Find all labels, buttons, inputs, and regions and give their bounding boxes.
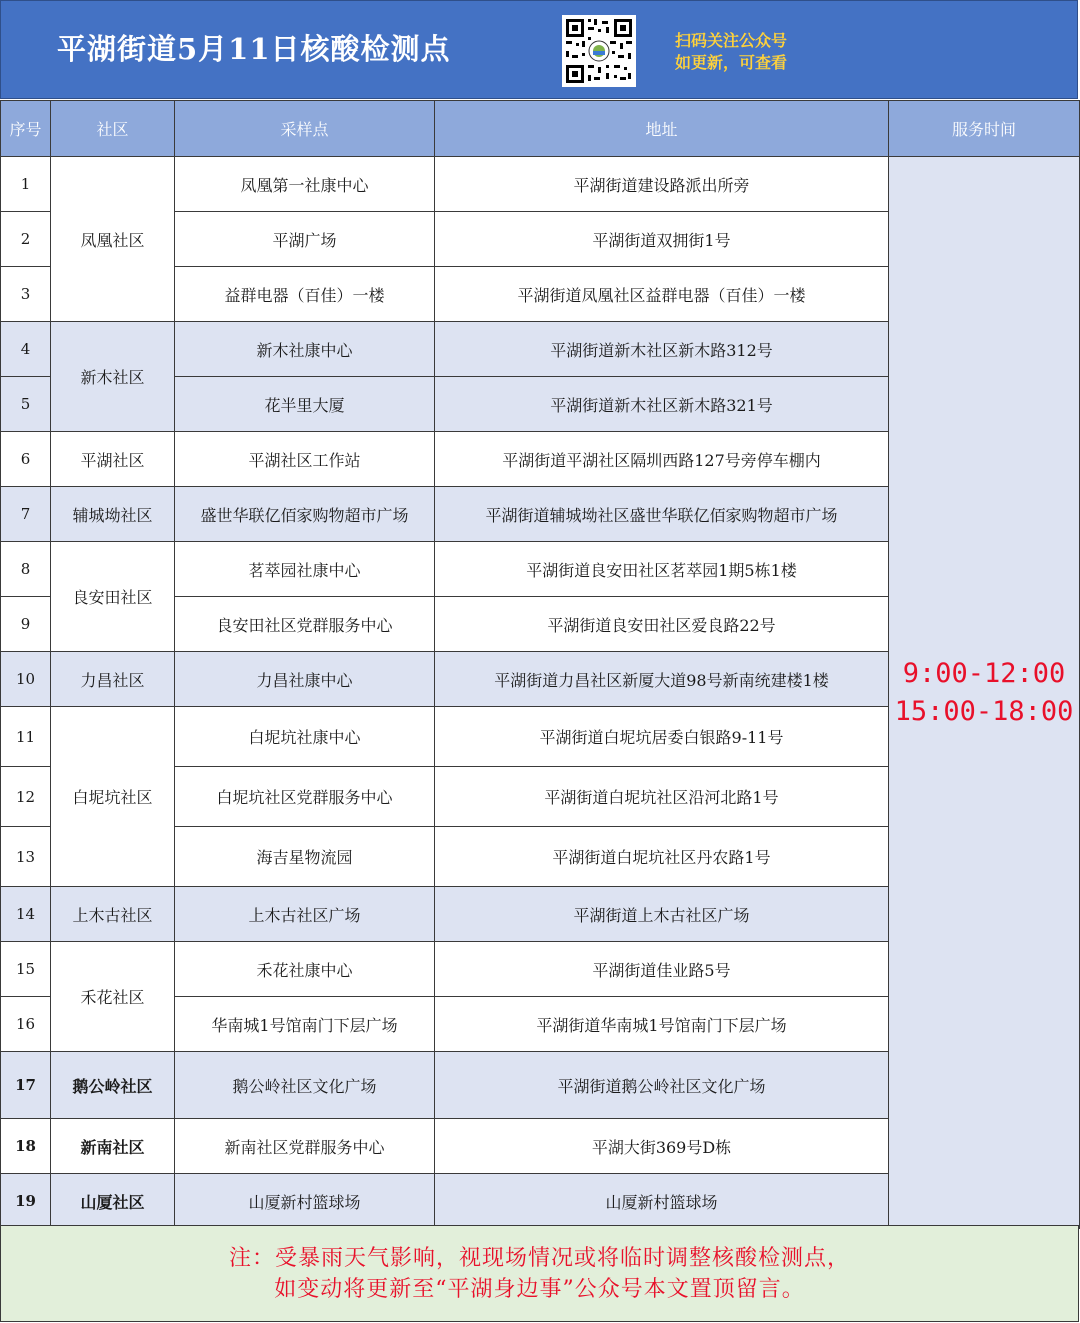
- column-header-service-time: 服务时间: [889, 101, 1080, 157]
- site-cell: 新南社区党群服务中心: [175, 1119, 435, 1174]
- address-cell: 平湖大街369号D栋: [435, 1119, 889, 1174]
- site-cell: 白坭坑社区党群服务中心: [175, 767, 435, 827]
- community-cell: 山厦社区: [51, 1174, 175, 1229]
- row-number: 5: [1, 377, 51, 432]
- community-cell: 新木社区: [51, 322, 175, 432]
- table-header-row: [1, 101, 1080, 157]
- site-cell: 平湖广场: [175, 212, 435, 267]
- site-cell: 力昌社康中心: [175, 652, 435, 707]
- row-number: 15: [1, 942, 51, 997]
- community-cell: 平湖社区: [51, 432, 175, 487]
- address-cell: 平湖街道华南城1号馆南门下层广场: [435, 997, 889, 1052]
- follow-line-2: 如更新，可查看: [675, 53, 788, 72]
- site-cell: 凤凰第一社康中心: [175, 157, 435, 212]
- community-cell: 鹅公岭社区: [51, 1052, 175, 1119]
- community-cell: 白坭坑社区: [51, 707, 175, 887]
- address-cell: 平湖街道新木社区新木路321号: [435, 377, 889, 432]
- address-cell: 平湖街道上木古社区广场: [435, 887, 889, 942]
- testing-sites-table: [0, 100, 1080, 1229]
- row-number: 4: [1, 322, 51, 377]
- site-cell: 新木社康中心: [175, 322, 435, 377]
- service-time-morning: 9:00-12:00: [902, 657, 1066, 689]
- qr-code-icon[interactable]: [562, 15, 636, 87]
- column-header-no: 序号: [1, 101, 51, 157]
- address-cell: 平湖街道建设路派出所旁: [435, 157, 889, 212]
- address-cell: 平湖街道鹅公岭社区文化广场: [435, 1052, 889, 1119]
- row-number: 19: [1, 1174, 51, 1229]
- site-cell: 益群电器（百佳）一楼: [175, 267, 435, 322]
- row-number: 2: [1, 212, 51, 267]
- site-cell: 上木古社区广场: [175, 887, 435, 942]
- site-cell: 山厦新村篮球场: [175, 1174, 435, 1229]
- site-cell: 盛世华联亿佰家购物超市广场: [175, 487, 435, 542]
- site-cell: 平湖社区工作站: [175, 432, 435, 487]
- row-number: 14: [1, 887, 51, 942]
- row-number: 8: [1, 542, 51, 597]
- address-cell: 平湖街道力昌社区新厦大道98号新南统建楼1楼: [435, 652, 889, 707]
- community-cell: 禾花社区: [51, 942, 175, 1052]
- row-number: 11: [1, 707, 51, 767]
- row-number: 18: [1, 1119, 51, 1174]
- community-cell: 良安田社区: [51, 542, 175, 652]
- address-cell: 平湖街道平湖社区隔圳西路127号旁停车棚内: [435, 432, 889, 487]
- row-number: 7: [1, 487, 51, 542]
- row-number: 17: [1, 1052, 51, 1119]
- row-number: 13: [1, 827, 51, 887]
- address-cell: 平湖街道新木社区新木路312号: [435, 322, 889, 377]
- follow-line-1: 扫码关注公众号: [675, 31, 788, 50]
- notice-line-2: 如变动将更新至“平湖身边事”公众号本文置顶留言。: [274, 1277, 805, 1302]
- address-cell: 平湖街道佳业路5号: [435, 942, 889, 997]
- row-number: 16: [1, 997, 51, 1052]
- site-cell: 良安田社区党群服务中心: [175, 597, 435, 652]
- row-number: 3: [1, 267, 51, 322]
- service-time-afternoon: 15:00-18:00: [894, 695, 1074, 727]
- address-cell: 平湖街道辅城坳社区盛世华联亿佰家购物超市广场: [435, 487, 889, 542]
- address-cell: 平湖街道凤凰社区益群电器（百佳）一楼: [435, 267, 889, 322]
- page-title: 平湖街道5月11日核酸检测点: [57, 32, 451, 66]
- address-cell: 平湖街道白坭坑社区丹农路1号: [435, 827, 889, 887]
- address-cell: 山厦新村篮球场: [435, 1174, 889, 1229]
- community-cell: 辅城坳社区: [51, 487, 175, 542]
- table-row: [1, 157, 1080, 212]
- follow-hint: [675, 30, 787, 74]
- column-header-address: 地址: [435, 101, 889, 157]
- community-cell: 上木古社区: [51, 887, 175, 942]
- row-number: 10: [1, 652, 51, 707]
- column-header-site: 采样点: [175, 101, 435, 157]
- row-number: 6: [1, 432, 51, 487]
- address-cell: 平湖街道双拥街1号: [435, 212, 889, 267]
- address-cell: 平湖街道良安田社区爱良路22号: [435, 597, 889, 652]
- address-cell: 平湖街道白坭坑居委白银路9-11号: [435, 707, 889, 767]
- site-cell: 鹅公岭社区文化广场: [175, 1052, 435, 1119]
- site-cell: 海吉星物流园: [175, 827, 435, 887]
- site-cell: 华南城1号馆南门下层广场: [175, 997, 435, 1052]
- site-cell: 白坭坑社康中心: [175, 707, 435, 767]
- weather-notice: [0, 1225, 1079, 1322]
- community-cell: 新南社区: [51, 1119, 175, 1174]
- row-number: 9: [1, 597, 51, 652]
- community-cell: 力昌社区: [51, 652, 175, 707]
- notice-line-1: 注：受暴雨天气影响，视现场情况或将临时调整核酸检测点，: [228, 1246, 850, 1271]
- service-time-cell: [889, 157, 1080, 1229]
- address-cell: 平湖街道良安田社区茗萃园1期5栋1楼: [435, 542, 889, 597]
- row-number: 1: [1, 157, 51, 212]
- site-cell: 花半里大厦: [175, 377, 435, 432]
- site-cell: 禾花社康中心: [175, 942, 435, 997]
- site-cell: 茗萃园社康中心: [175, 542, 435, 597]
- row-number: 12: [1, 767, 51, 827]
- address-cell: 平湖街道白坭坑社区沿河北路1号: [435, 767, 889, 827]
- community-cell: 凤凰社区: [51, 157, 175, 322]
- header-banner: [0, 0, 1078, 99]
- column-header-community: 社区: [51, 101, 175, 157]
